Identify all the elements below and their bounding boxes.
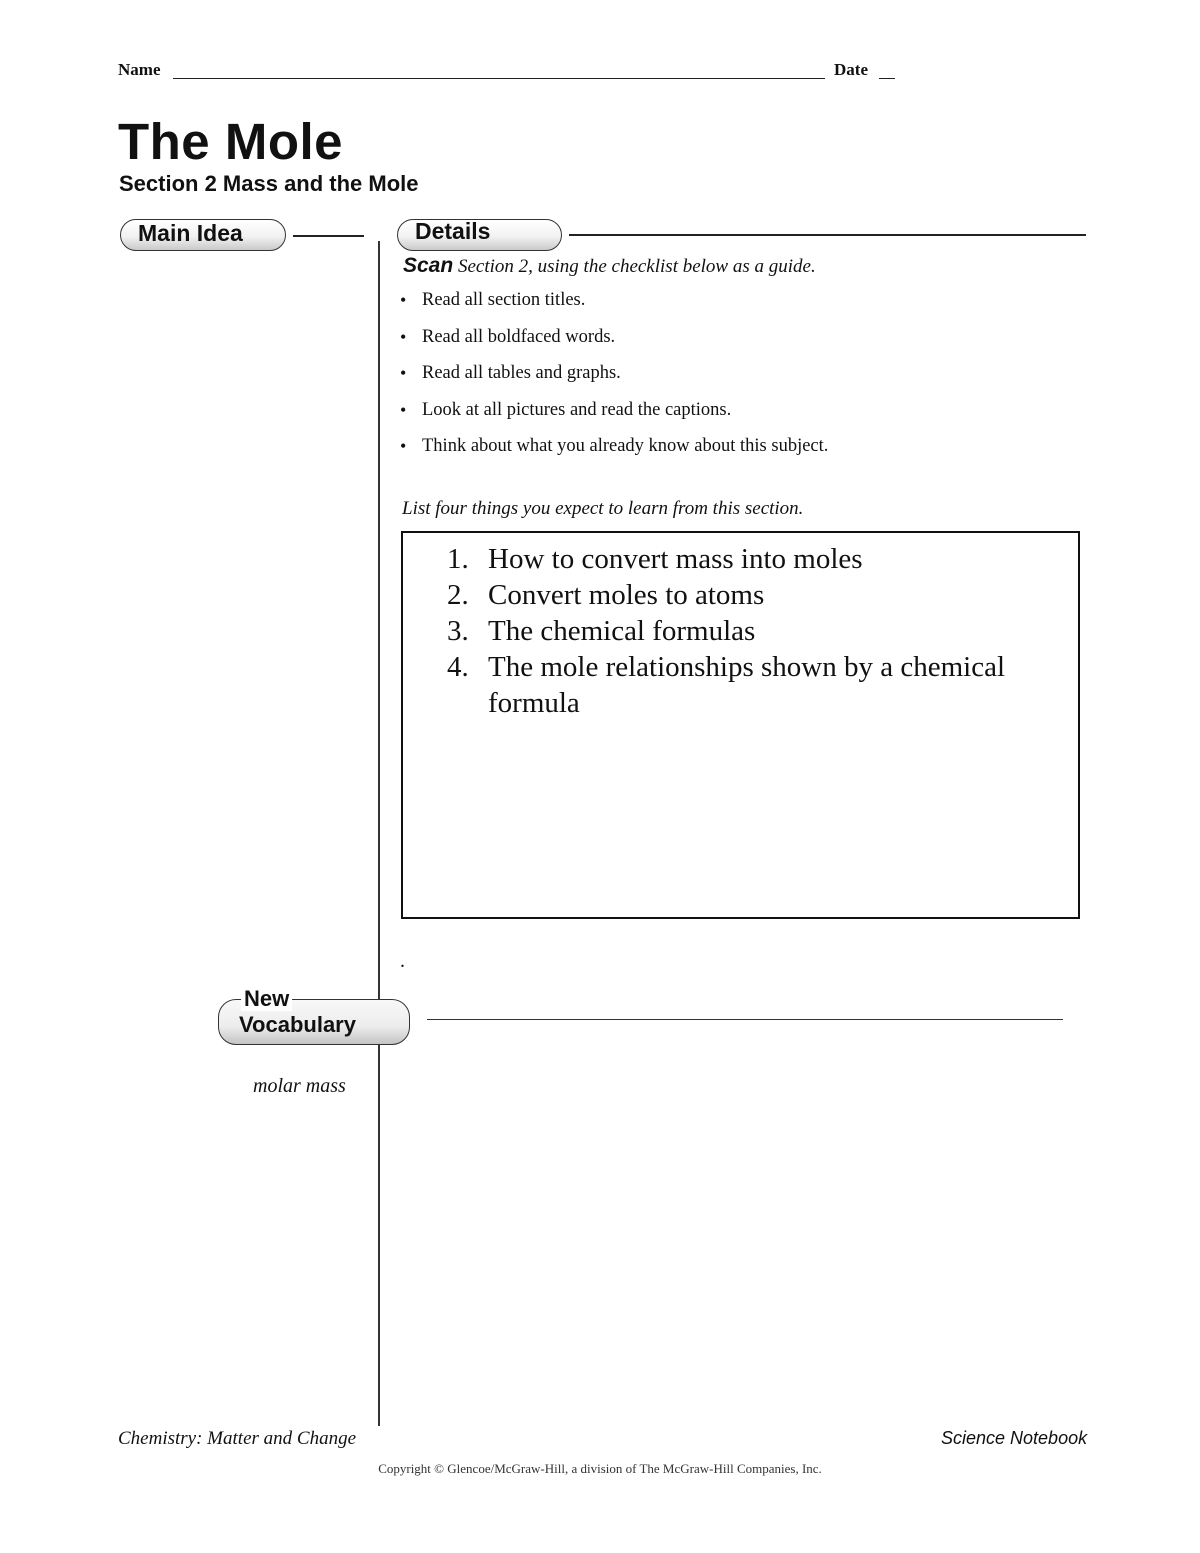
scan-text: Section 2, using the checklist below as a guide. bbox=[457, 256, 816, 277]
bullet-icon: • bbox=[400, 326, 407, 347]
column-divider bbox=[378, 241, 380, 1426]
details-rule bbox=[569, 234, 1086, 236]
main-idea-rule bbox=[293, 235, 364, 237]
answer-number: 2. bbox=[447, 579, 469, 611]
vocabulary-rule bbox=[427, 1019, 1063, 1020]
answer-text: How to convert mass into moles bbox=[488, 543, 863, 575]
copyright-notice: Copyright © Glencoe/McGraw-Hill, a division of The McGraw-Hill Companies, Inc. bbox=[378, 1461, 822, 1476]
checklist-item-text: Read all section titles. bbox=[422, 290, 586, 310]
checklist-item-text: Read all tables and graphs. bbox=[422, 363, 621, 383]
scan-instruction bbox=[403, 254, 816, 278]
answer-text: The mole relationships shown by a chemical formula bbox=[488, 651, 1006, 719]
answer-number: 1. bbox=[447, 543, 469, 575]
answer-number: 4. bbox=[447, 651, 469, 683]
checklist-item bbox=[400, 400, 828, 437]
checklist-item-text: Think about what you already know about this subject. bbox=[422, 436, 829, 456]
section-subtitle: Section 2 Mass and the Mole bbox=[119, 171, 419, 196]
answer-item bbox=[447, 613, 1058, 649]
checklist-item bbox=[400, 327, 828, 364]
answer-item bbox=[447, 541, 1058, 577]
bullet-icon: • bbox=[400, 436, 407, 456]
bullet-icon: • bbox=[400, 399, 407, 420]
footer-notebook-label: Science Notebook bbox=[941, 1428, 1088, 1448]
answer-number: 3. bbox=[447, 615, 469, 647]
date-field-line[interactable] bbox=[879, 78, 895, 79]
date-label: Date bbox=[834, 60, 868, 79]
page-title: The Mole bbox=[118, 113, 344, 170]
list-prompt: List four things you expect to learn from this section. bbox=[402, 498, 804, 519]
checklist-item-text: Look at all pictures and read the captions. bbox=[422, 399, 732, 420]
bullet-icon: • bbox=[400, 363, 407, 383]
checklist-item bbox=[400, 290, 828, 327]
vocab-new-label: New bbox=[241, 987, 292, 1011]
footer-book-title: Chemistry: Matter and Change bbox=[118, 1428, 357, 1449]
stray-period: . bbox=[400, 950, 405, 972]
checklist bbox=[400, 290, 828, 473]
answer-text-box[interactable] bbox=[401, 531, 1080, 919]
checklist-item bbox=[400, 436, 828, 473]
main-idea-tab: Main Idea bbox=[120, 219, 286, 251]
details-tab: Details bbox=[397, 219, 562, 251]
new-vocabulary-tab bbox=[218, 986, 410, 1045]
answer-list bbox=[447, 541, 1058, 721]
checklist-item-text: Read all boldfaced words. bbox=[422, 326, 616, 347]
name-field-line[interactable] bbox=[173, 78, 825, 79]
vocabulary-term: molar mass bbox=[253, 1075, 346, 1097]
answer-text: Convert moles to atoms bbox=[488, 579, 765, 611]
checklist-item bbox=[400, 363, 828, 400]
vocab-vocabulary-label: Vocabulary bbox=[239, 1012, 356, 1037]
answer-text: The chemical formulas bbox=[488, 615, 756, 647]
bullet-icon: • bbox=[400, 290, 407, 310]
answer-item bbox=[447, 577, 1058, 613]
name-label: Name bbox=[118, 60, 161, 79]
scan-word: Scan bbox=[403, 254, 454, 277]
answer-item bbox=[447, 649, 1058, 721]
